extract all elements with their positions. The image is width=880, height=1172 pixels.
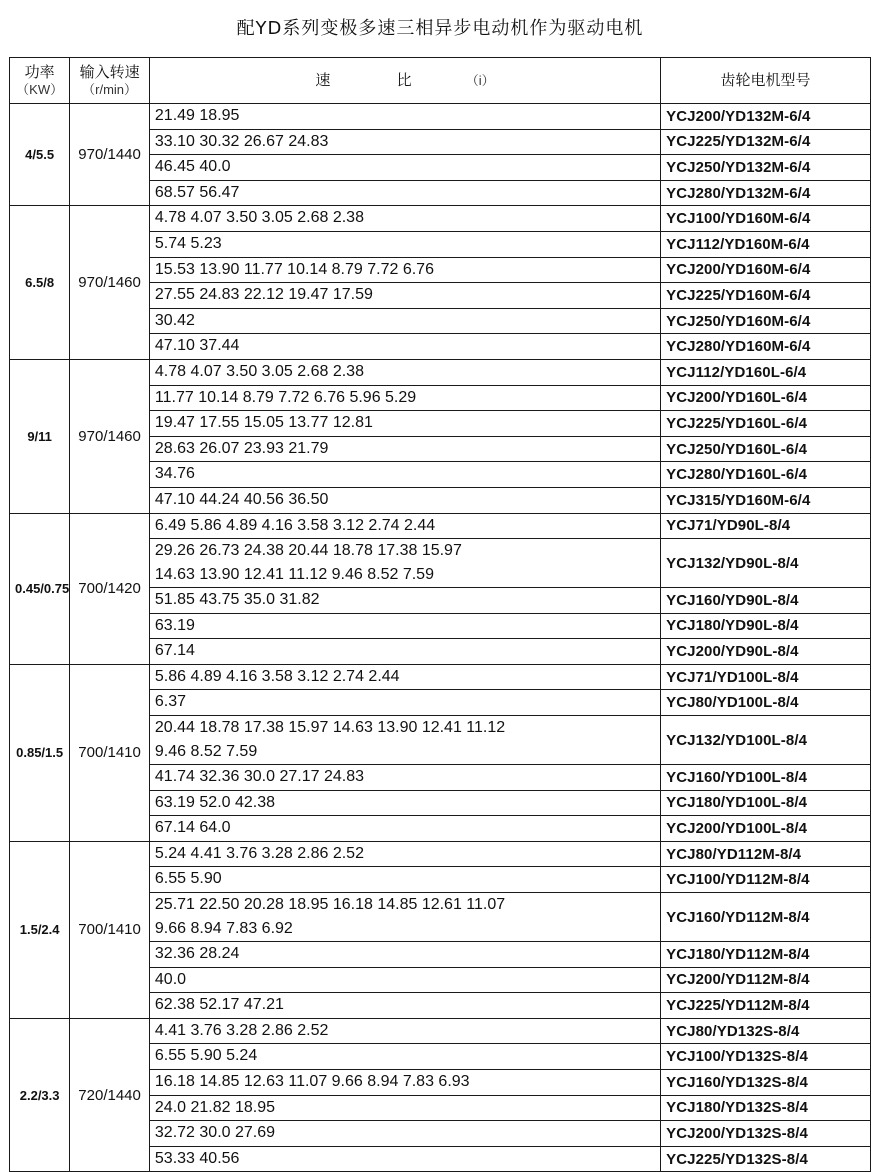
ratio-cell — [149, 1070, 660, 1096]
ratio-line: 9.46 8.52 7.59 — [154, 743, 258, 761]
ratio-line: 62.38 52.17 47.21 — [154, 996, 284, 1014]
ratio-cell — [149, 513, 660, 539]
ratio-cell — [149, 1018, 660, 1044]
ratio-cell — [149, 359, 660, 385]
ratio-cell — [149, 231, 660, 257]
model-cell: YCJ225/YD132M-6/4 — [661, 129, 871, 155]
table-row — [10, 104, 871, 130]
model-cell: YCJ80/YD132S-8/4 — [661, 1018, 871, 1044]
ratio-cell — [149, 841, 660, 867]
ratio-line: 19.47 17.55 15.05 13.77 12.81 — [154, 414, 373, 432]
ratio-cell — [149, 539, 660, 588]
ratio-cell — [149, 436, 660, 462]
header-ratio — [149, 58, 660, 104]
ratio-line: 25.71 22.50 20.28 18.95 16.18 14.85 12.61 11.07 — [154, 896, 506, 914]
ratio-cell — [149, 487, 660, 513]
ratio-cell — [149, 716, 660, 765]
power-cell: 1.5/2.4 — [10, 841, 70, 1018]
ratio-line: 67.14 64.0 — [154, 819, 231, 837]
ratio-line: 6.37 — [154, 693, 187, 711]
model-cell: YCJ180/YD90L-8/4 — [661, 613, 871, 639]
ratio-line: 32.36 28.24 — [154, 945, 240, 963]
ratio-line: 5.24 4.41 3.76 3.28 2.86 2.52 — [154, 844, 364, 862]
ratio-line: 63.19 — [154, 616, 195, 634]
ratio-line: 47.10 44.24 40.56 36.50 — [154, 490, 329, 508]
model-cell: YCJ280/YD160L-6/4 — [661, 462, 871, 488]
input-speed-cell: 720/1440 — [70, 1018, 150, 1172]
ratio-line: 4.78 4.07 3.50 3.05 2.68 2.38 — [154, 209, 364, 227]
table-row — [10, 359, 871, 385]
ratio-cell — [149, 588, 660, 614]
table-body — [10, 104, 871, 1172]
ratio-cell — [149, 816, 660, 842]
ratio-cell — [149, 334, 660, 360]
ratio-cell — [149, 664, 660, 690]
header-ratio-char-1: 速 — [315, 72, 331, 89]
model-cell: YCJ80/YD100L-8/4 — [661, 690, 871, 716]
power-cell: 9/11 — [10, 359, 70, 513]
ratio-line: 46.45 40.0 — [154, 158, 231, 176]
header-model: 齿轮电机型号 — [661, 58, 871, 104]
ratio-line: 24.0 21.82 18.95 — [154, 1098, 276, 1116]
power-cell: 2.2/3.3 — [10, 1018, 70, 1172]
model-cell: YCJ280/YD132M-6/4 — [661, 180, 871, 206]
model-cell: YCJ280/YD160M-6/4 — [661, 334, 871, 360]
model-cell: YCJ250/YD160L-6/4 — [661, 436, 871, 462]
table-row — [10, 1018, 871, 1044]
ratio-line: 16.18 14.85 12.63 11.07 9.66 8.94 7.83 6.93 — [154, 1073, 470, 1090]
ratio-line: 51.85 43.75 35.0 31.82 — [154, 591, 320, 609]
header-input-speed — [70, 58, 150, 104]
ratio-cell — [149, 1095, 660, 1121]
power-cell: 0.85/1.5 — [10, 664, 70, 841]
model-cell: YCJ200/YD90L-8/4 — [661, 639, 871, 665]
input-speed-cell: 700/1420 — [70, 513, 150, 664]
header-power-unit: （KW） — [16, 81, 64, 97]
ratio-line: 6.55 5.90 5.24 — [154, 1047, 258, 1065]
power-cell: 4/5.5 — [10, 104, 70, 206]
table-header-row — [10, 58, 871, 104]
model-cell: YCJ112/YD160M-6/4 — [661, 231, 871, 257]
ratio-line: 9.66 8.94 7.83 6.92 — [154, 920, 293, 938]
ratio-cell — [149, 867, 660, 893]
model-cell: YCJ225/YD160L-6/4 — [661, 411, 871, 437]
ratio-cell — [149, 639, 660, 665]
input-speed-cell: 970/1440 — [70, 104, 150, 206]
ratio-line: 20.44 18.78 17.38 15.97 14.63 13.90 12.41 11.12 — [154, 719, 506, 737]
model-cell: YCJ160/YD100L-8/4 — [661, 765, 871, 791]
input-speed-cell: 970/1460 — [70, 206, 150, 360]
header-input-speed-unit: （r/min） — [82, 81, 138, 97]
ratio-cell — [149, 462, 660, 488]
model-cell: YCJ200/YD100L-8/4 — [661, 816, 871, 842]
ratio-cell — [149, 1044, 660, 1070]
power-cell: 0.45/0.75 — [10, 513, 70, 664]
spec-table — [9, 57, 871, 1172]
model-cell: YCJ225/YD160M-6/4 — [661, 283, 871, 309]
ratio-line: 47.10 37.44 — [154, 337, 240, 355]
ratio-cell — [149, 893, 660, 942]
model-cell: YCJ160/YD112M-8/4 — [661, 893, 871, 942]
model-cell: YCJ250/YD160M-6/4 — [661, 308, 871, 334]
model-cell: YCJ200/YD132M-6/4 — [661, 104, 871, 130]
model-cell: YCJ100/YD160M-6/4 — [661, 206, 871, 232]
ratio-line: 27.55 24.83 22.12 19.47 17.59 — [154, 286, 373, 304]
ratio-cell — [149, 790, 660, 816]
ratio-cell — [149, 993, 660, 1019]
ratio-cell — [149, 180, 660, 206]
ratio-line: 29.26 26.73 24.38 20.44 18.78 17.38 15.97 — [154, 542, 462, 560]
model-cell: YCJ100/YD132S-8/4 — [661, 1044, 871, 1070]
ratio-line: 33.10 30.32 26.67 24.83 — [154, 132, 329, 150]
ratio-cell — [149, 206, 660, 232]
model-cell: YCJ200/YD132S-8/4 — [661, 1121, 871, 1147]
model-cell: YCJ200/YD160L-6/4 — [661, 385, 871, 411]
ratio-line: 53.33 40.56 — [154, 1149, 240, 1167]
ratio-cell — [149, 613, 660, 639]
input-speed-cell: 700/1410 — [70, 664, 150, 841]
ratio-line: 15.53 13.90 11.77 10.14 8.79 7.72 6.76 — [154, 260, 434, 278]
ratio-line: 40.0 — [154, 970, 187, 988]
model-cell: YCJ160/YD132S-8/4 — [661, 1070, 871, 1096]
ratio-line: 32.72 30.0 27.69 — [154, 1124, 276, 1142]
ratio-cell — [149, 411, 660, 437]
table-row — [10, 664, 871, 690]
model-cell: YCJ200/YD160M-6/4 — [661, 257, 871, 283]
header-ratio-symbol: （i） — [465, 73, 495, 88]
table-row — [10, 206, 871, 232]
model-cell: YCJ225/YD132S-8/4 — [661, 1146, 871, 1172]
ratio-cell — [149, 967, 660, 993]
model-cell: YCJ180/YD100L-8/4 — [661, 790, 871, 816]
ratio-cell — [149, 104, 660, 130]
input-speed-cell: 700/1410 — [70, 841, 150, 1018]
model-cell: YCJ180/YD132S-8/4 — [661, 1095, 871, 1121]
model-cell: YCJ250/YD132M-6/4 — [661, 155, 871, 181]
ratio-line: 4.41 3.76 3.28 2.86 2.52 — [154, 1021, 329, 1039]
table-row — [10, 513, 871, 539]
header-input-speed-label: 输入转速 — [79, 63, 140, 81]
ratio-cell — [149, 308, 660, 334]
power-cell: 6.5/8 — [10, 206, 70, 360]
ratio-cell — [149, 765, 660, 791]
ratio-line: 30.42 — [154, 311, 195, 329]
model-cell: YCJ100/YD112M-8/4 — [661, 867, 871, 893]
ratio-line: 28.63 26.07 23.93 21.79 — [154, 439, 329, 457]
ratio-line: 5.74 5.23 — [154, 234, 222, 252]
model-cell: YCJ132/YD90L-8/4 — [661, 539, 871, 588]
ratio-cell — [149, 257, 660, 283]
page-title: 配YD系列变极多速三相异步电动机作为驱动电机 — [236, 18, 644, 39]
ratio-line: 41.74 32.36 30.0 27.17 24.83 — [154, 768, 364, 786]
ratio-cell — [149, 155, 660, 181]
table-row — [10, 841, 871, 867]
model-cell: YCJ112/YD160L-6/4 — [661, 359, 871, 385]
ratio-line: 67.14 — [154, 642, 195, 660]
ratio-line: 6.55 5.90 — [154, 870, 222, 888]
ratio-line: 6.49 5.86 4.89 4.16 3.58 3.12 2.74 2.44 — [154, 516, 436, 534]
ratio-line: 11.77 10.14 8.79 7.72 6.76 5.96 5.29 — [154, 388, 417, 406]
ratio-line: 21.49 18.95 — [154, 107, 240, 124]
ratio-cell — [149, 690, 660, 716]
model-cell: YCJ315/YD160M-6/4 — [661, 487, 871, 513]
header-ratio-char-2: 比 — [396, 72, 412, 89]
ratio-cell — [149, 942, 660, 968]
ratio-cell — [149, 385, 660, 411]
header-power — [10, 58, 70, 104]
model-cell: YCJ160/YD90L-8/4 — [661, 588, 871, 614]
ratio-line: 4.78 4.07 3.50 3.05 2.68 2.38 — [154, 362, 364, 380]
model-cell: YCJ80/YD112M-8/4 — [661, 841, 871, 867]
model-cell: YCJ71/YD90L-8/4 — [661, 513, 871, 539]
ratio-cell — [149, 129, 660, 155]
model-cell: YCJ71/YD100L-8/4 — [661, 664, 871, 690]
ratio-cell — [149, 1146, 660, 1172]
model-cell: YCJ180/YD112M-8/4 — [661, 942, 871, 968]
ratio-line: 5.86 4.89 4.16 3.58 3.12 2.74 2.44 — [154, 667, 400, 685]
model-cell: YCJ225/YD112M-8/4 — [661, 993, 871, 1019]
model-cell: YCJ132/YD100L-8/4 — [661, 716, 871, 765]
ratio-line: 68.57 56.47 — [154, 183, 240, 201]
ratio-cell — [149, 283, 660, 309]
header-power-label: 功率 — [24, 63, 55, 81]
input-speed-cell: 970/1460 — [70, 359, 150, 513]
ratio-cell — [149, 1121, 660, 1147]
ratio-line: 14.63 13.90 12.41 11.12 9.46 8.52 7.59 — [154, 566, 434, 584]
model-cell: YCJ200/YD112M-8/4 — [661, 967, 871, 993]
ratio-line: 63.19 52.0 42.38 — [154, 793, 276, 811]
ratio-line: 34.76 — [154, 465, 195, 483]
